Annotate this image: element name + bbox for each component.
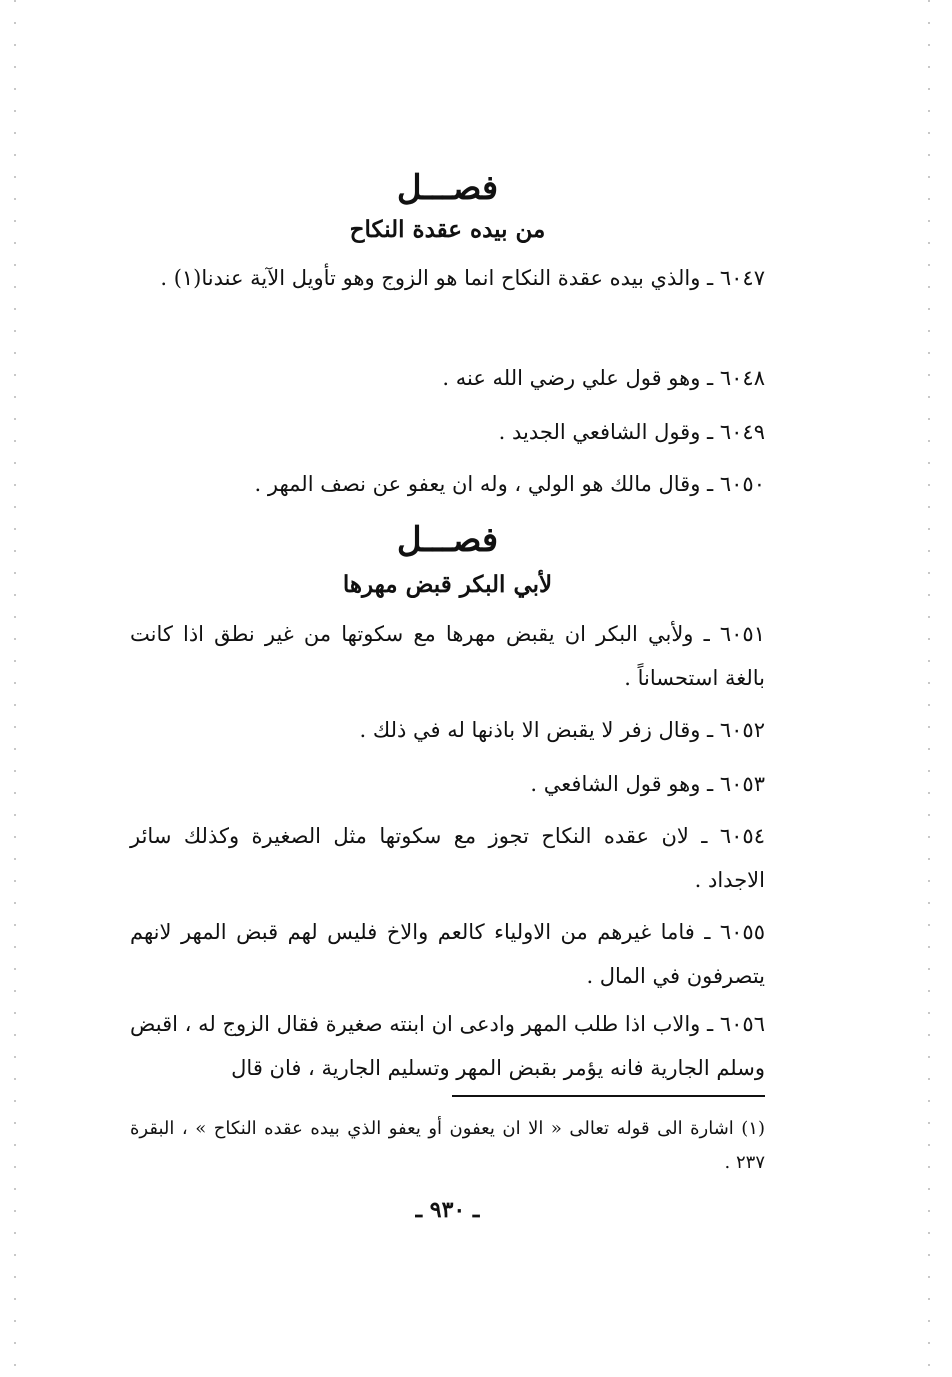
paragraph-6055: ٦٠٥٥ ـ فاما غيرهم من الاولياء كالعم والاخ فليس لهم قبض المهر لانهم يتصرفون في المال . [130, 920, 765, 988]
right-margin-specks [928, 0, 930, 1377]
paragraph-6056: ٦٠٥٦ ـ والاب اذا طلب المهر وادعى ان ابنته صغيرة فقال الزوج له ، اقبض وسلم الجارية فانه يؤمر بقبض المهر وتسليم الجارية ، فان قال [130, 1012, 765, 1080]
paragraph-6054: ٦٠٥٤ ـ لان عقده النكاح تجوز مع سكوتها مثل الصغيرة وكذلك سائر الاجداد . [130, 824, 765, 892]
paragraph-6052: ٦٠٥٢ ـ وقال زفر لا يقبض الا باذنها له في ذلك . [359, 718, 765, 742]
footnote-rule [452, 1095, 765, 1097]
paragraph-6053: ٦٠٥٣ ـ وهو قول الشافعي . [530, 772, 765, 796]
section-heading-2: فصـــل [396, 520, 499, 560]
paragraph-6049: ٦٠٤٩ ـ وقول الشافعي الجديد . [498, 420, 765, 444]
paragraph-6050: ٦٠٥٠ ـ وقال مالك هو الولي ، وله ان يعفو عن نصف المهر . [254, 472, 765, 496]
section-heading-1: فصـــل [396, 168, 499, 208]
paragraph-6047: ٦٠٤٧ ـ والذي بيده عقدة النكاح انما هو الزوج وهو تأويل الآية عندنا(١) . [160, 266, 765, 290]
page-number: ـ ٩٣٠ ـ [415, 1197, 480, 1223]
section-subheading-2: لأبي البكر قبض مهرها [342, 571, 553, 598]
paragraph-6051: ٦٠٥١ ـ ولأبي البكر ان يقبض مهرها مع سكوتها من غير نطق اذا كانت بالغة استحساناً . [130, 622, 765, 690]
section-subheading-1: من بيده عقدة النكاح [349, 216, 546, 243]
footnote: (١) اشارة الى قوله تعالى « الا ان يعفون أو يعفو الذي بيده عقده النكاح » ، البقرة ٢٣٧ . [130, 1118, 765, 1173]
paragraph-6048: ٦٠٤٨ ـ وهو قول علي رضي الله عنه . [442, 366, 765, 390]
left-margin-specks [14, 0, 16, 1377]
